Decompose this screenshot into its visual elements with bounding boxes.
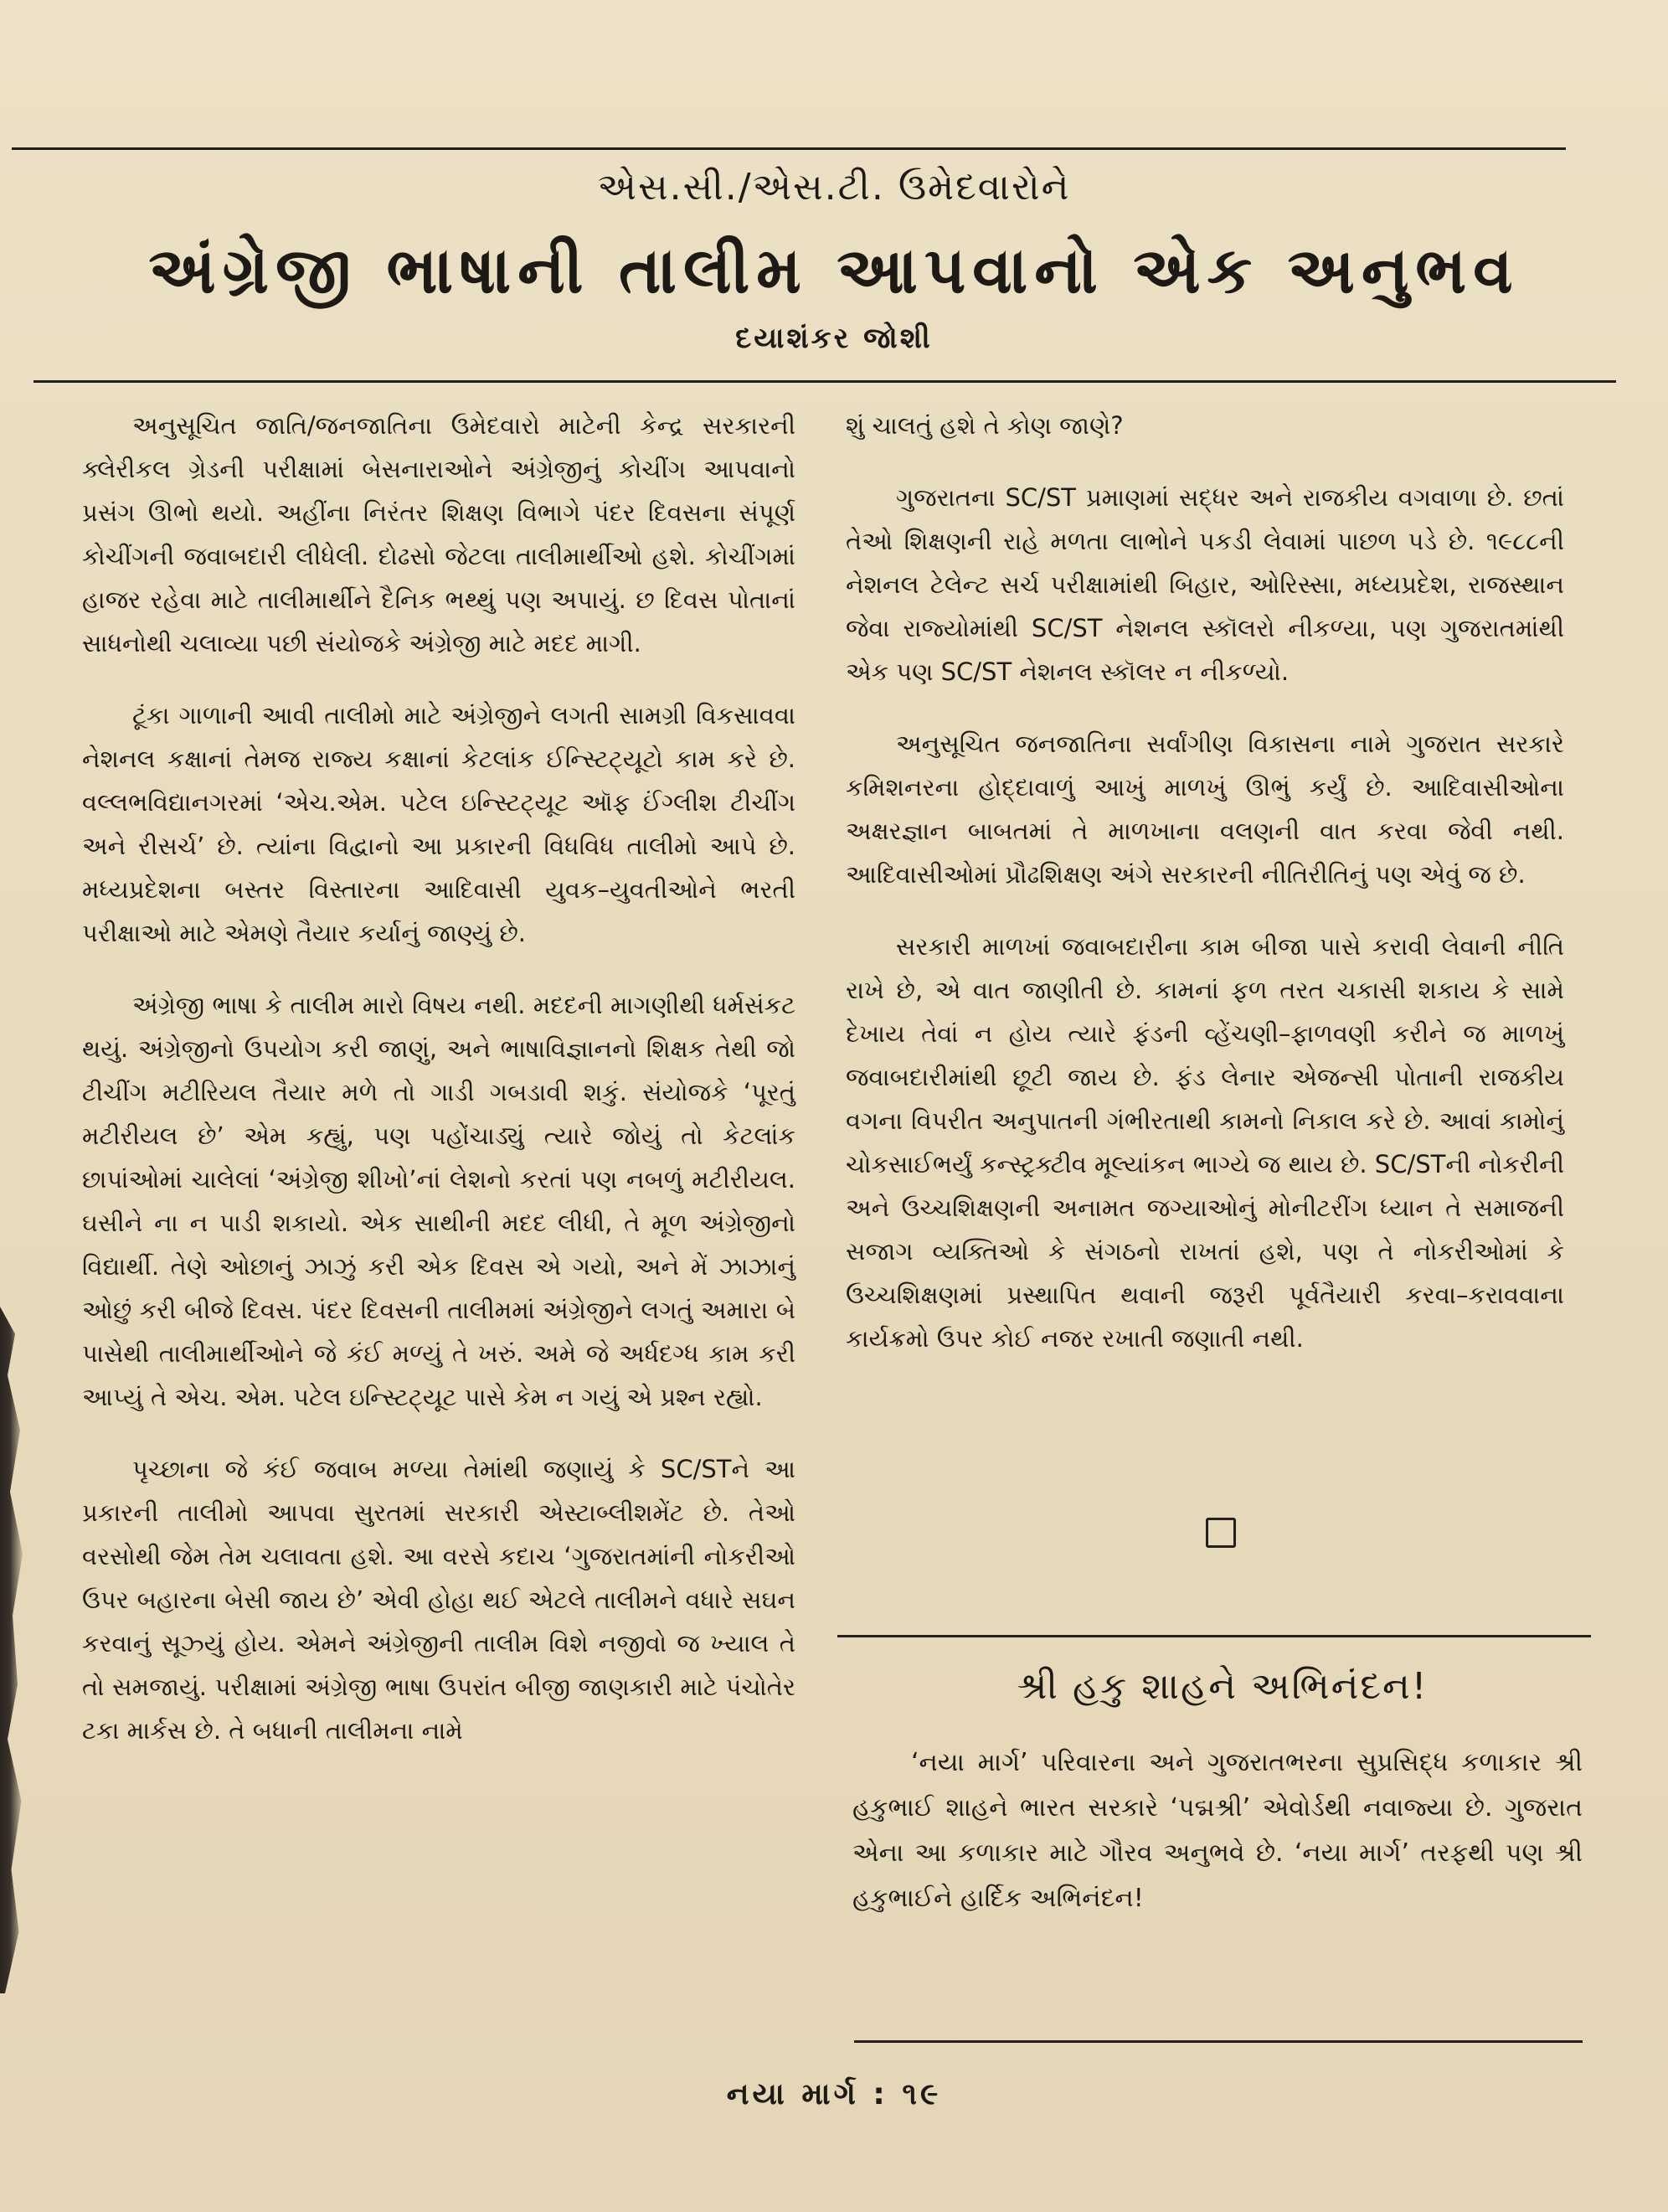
sidebar-title: શ્રી હકુ શાહને અભિનંદન! bbox=[1017, 1665, 1429, 1708]
article-paragraph: ટૂંકા ગાળાની આવી તાલીમો માટે અંગ્રેજીને લગતી સામગ્રી વિકસાવવા નેશનલ કક્ષાનાં તેમજ રાજ્ય કક્ષાનાં કેટલાંક ઈન્સ્ટિટ્યૂટો કામ કરે છે. વલ્લભવિદ્યાનગરમાં ‘એચ.એમ. પટેલ ઇન્સ્ટિટ્યૂટ ઑફ ઈંગ્લીશ ટીચીંગ અને રીસર્ચ’ છે. ત્યાંના વિદ્વાનો આ પ્રકારની વિધવિધ તાલીમો આપે છે. મધ્યપ્રદેશના બસ્તર વિસ્તારના આદિવાસી યુવક–યુવતીઓને ભરતી પરીક્ષાઓ માટે એમણે તૈયાર કર્યાનું જાણ્યું છે. bbox=[82, 701, 795, 947]
article-left-column bbox=[82, 404, 795, 1781]
article-paragraph: અનુસૂચિત જાતિ/જનજાતિના ઉમેદવારો માટેની કેન્દ્ર સરકારની ક્લેરીકલ ગ્રેડની પરીક્ષામાં બેસનારાઓને અંગ્રેજીનું કોચીંગ આપવાનો પ્રસંગ ઊભો થયો. અહીંના નિરંતર શિક્ષણ વિભાગે પંદર દિવસના સંપૂર્ણ કોચીંગની જવાબદારી લીધેલી. દોઢસો જેટલા તાલીમાર્થીઓ હશે. કોચીંગમાં હાજર રહેવા માટે તાલીમાર્થીને દૈનિક ભથ્થું પણ અપાયું. છ દિવસ પોતાનાં સાધનોથી ચલાવ્યા પછી સંયોજકે અંગ્રેજી માટે મદદ માગી. bbox=[82, 411, 795, 657]
article-headline: અંગ્રેજી ભાષાની તાલીમ આપવાનો એક અનુભવ bbox=[148, 233, 1520, 307]
sidebar-paragraph: ‘નયા માર્ગ’ પરિવારના અને ગુજરાતભરના સુપ્રસિદ્ધ કળાકાર શ્રી હકુભાઈ શાહને ભારત સરકારે ‘પદ્મશ્રી’ એવોર્ડથી નવાજ્યા છે. ગુજરાત એના આ કળાકાર માટે ગૌરવ અનુભવે છે. ‘નયા માર્ગ’ તરફથી પણ શ્રી હકુભાઈને હાર્દિક અભિનંદન! bbox=[852, 1748, 1583, 1913]
article-paragraph: શું ચાલતું હશે તે કોણ જાણે? bbox=[846, 411, 1124, 440]
article-author: દયાશંકર જોશી bbox=[735, 322, 933, 355]
article-paragraph: અંગ્રેજી ભાષા કે તાલીમ મારો વિષય નથી. મદદની માગણીથી ધર્મસંકટ થયું. અંગ્રેજીનો ઉપયોગ કરી જાણું, અને ભાષાવિજ્ઞાનનો શિક્ષક તેથી જો ટીચીંગ મટીરિયલ તૈયાર મળે તો ગાડી ગબડાવી શકું. સંયોજકે ‘પૂરતું મટીરીયલ છે’ એમ કહ્યું, પણ પહોંચાડ્યું ત્યારે જોયું તો કેટલાંક છાપાંઓમાં ચાલેલાં ‘અંગ્રેજી શીખો’નાં લેશનો કરતાં પણ નબળું મટીરીયલ. ઘસીને ના ન પાડી શકાયો. એક સાથીની મદદ લીધી, તે મૂળ અંગ્રેજીનો વિદ્યાર્થી. તેણે ઓછાનું ઝાઝું કરી એક દિવસ એ ગયો, અને મેં ઝાઝાનું ઓછું કરી બીજે દિવસ. પંદર દિવસની તાલીમમાં અંગ્રેજીને લગતું અમારા બે પાસેથી તાલીમાર્થીઓને જે કંઈ મળ્યું તે ખરું. અમે જે અર્ધદગ્ધ કામ કરી આપ્યું તે એચ. એમ. પટેલ ઇન્સ્ટિટ્યૂટ પાસે કેમ ન ગયું એ પ્રશ્ન રહ્યો. bbox=[82, 991, 795, 1411]
article-paragraph: પૃચ્છાના જે કંઈ જવાબ મળ્યા તેમાંથી જણાયું કે SC/STને આ પ્રકારની તાલીમો આપવા સુરતમાં સરકારી એસ્ટાબ્લીશમેંટ છે. તેઓ વરસોથી જેમ તેમ ચલાવતા હશે. આ વરસે કદાચ ‘ગુજરાતમાંની નોકરીઓ ઉપર બહારના બેસી જાય છે’ એવી હોહા થઈ એટલે તાલીમને વધારે સઘન કરવાનું સૂઝ્યું હોય. એમને અંગ્રેજીની તાલીમ વિશે નજીવો જ ખ્યાલ તે તો સમજાયું. પરીક્ષામાં અંગ્રેજી ભાષા ઉપરાંત બીજી જાણકારી માટે પંચોતેર ટકા માર્કસ છે. તે બધાની તાલીમના નામે bbox=[82, 1455, 795, 1745]
page-footer-folio: નયા માર્ગ : ૧૯ bbox=[726, 2077, 942, 2111]
article-paragraph: ગુજરાતના SC/ST પ્રમાણમાં સદ્ધર અને રાજકીય વગવાળા છે. છતાં તેઓ શિક્ષણની રાહે મળતા લાભોને પકડી લેવામાં પાછળ પડે છે. ૧૯૮૮ની નેશનલ ટેલેન્ટ સર્ચ પરીક્ષામાંથી બિહાર, ઓરિસ્સા, મધ્યપ્રદેશ, રાજસ્થાન જેવા રાજ્યોમાંથી SC/ST નેશનલ સ્કૉલરો નીકળ્યા, પણ ગુજરાતમાંથી એક પણ SC/ST નેશનલ સ્કૉલર ન નીકળ્યો. bbox=[846, 483, 1564, 686]
torn-page-edge bbox=[0, 1307, 25, 1993]
sidebar-bottom-rule bbox=[854, 2040, 1583, 2043]
top-rule bbox=[12, 147, 1566, 150]
article-paragraph: અનુસૂચિત જનજાતિના સર્વાંગીણ વિકાસના નામે ગુજરાત સરકારે કમિશનરના હોદ્દાવાળું આખું માળખું ઊભું કર્યું છે. આદિવાસીઓના અક્ષરજ્ઞાન બાબતમાં તે માળખાના વલણની વાત કરવા જેવી નથી. આદિવાસીઓમાં પ્રૌઢશિક્ષણ અંગે સરકારની નીતિરીતિનું પણ એવું જ છે. bbox=[846, 730, 1564, 889]
sidebar-top-rule bbox=[837, 1635, 1591, 1637]
article-right-column bbox=[846, 404, 1564, 1389]
article-kicker: એસ.સી./એસ.ટી. ઉમેદવારોને bbox=[597, 166, 1071, 209]
sidebar-body bbox=[852, 1740, 1583, 1921]
article-paragraph: સરકારી માળખાં જવાબદારીના કામ બીજા પાસે કરાવી લેવાની નીતિ રાખે છે, એ વાત જાણીતી છે. કામનાં ફળ તરત ચકાસી શકાય કે સામે દેખાય તેવાં ન હોય ત્યારે ફંડની વ્હેંચણી–ફાળવણી કરીને જ માળખું જવાબદારીમાંથી છૂટી જાય છે. ફંડ લેનાર એજન્સી પોતાની રાજકીય વગના વિપરીત અનુપાતની ગંભીરતાથી કામનો નિકાલ કરે છે. આવાં કામોનું ચોકસાઈભર્યું કન્સ્ટ્રક્ટીવ મૂલ્યાંકન ભાગ્યે જ થાય છે. SC/STની નોકરીની અને ઉચ્ચશિક્ષણની અનામત જગ્યાઓનું મોનીટરીંગ ધ્યાન તે સમાજની સજાગ વ્યક્તિઓ કે સંગઠનો રાખતાં હશે, પણ તે નોકરીઓમાં કે ઉચ્ચશિક્ષણમાં પ્રસ્થાપિત થવાની જરૂરી પૂર્વતૈયારી કરવા–કરાવવાના કાર્યક્રમો ઉપર કોઈ નજર રખાતી જણાતી નથી. bbox=[846, 932, 1564, 1353]
end-of-article-box-icon bbox=[1206, 1518, 1236, 1548]
header-bottom-rule bbox=[33, 380, 1616, 383]
